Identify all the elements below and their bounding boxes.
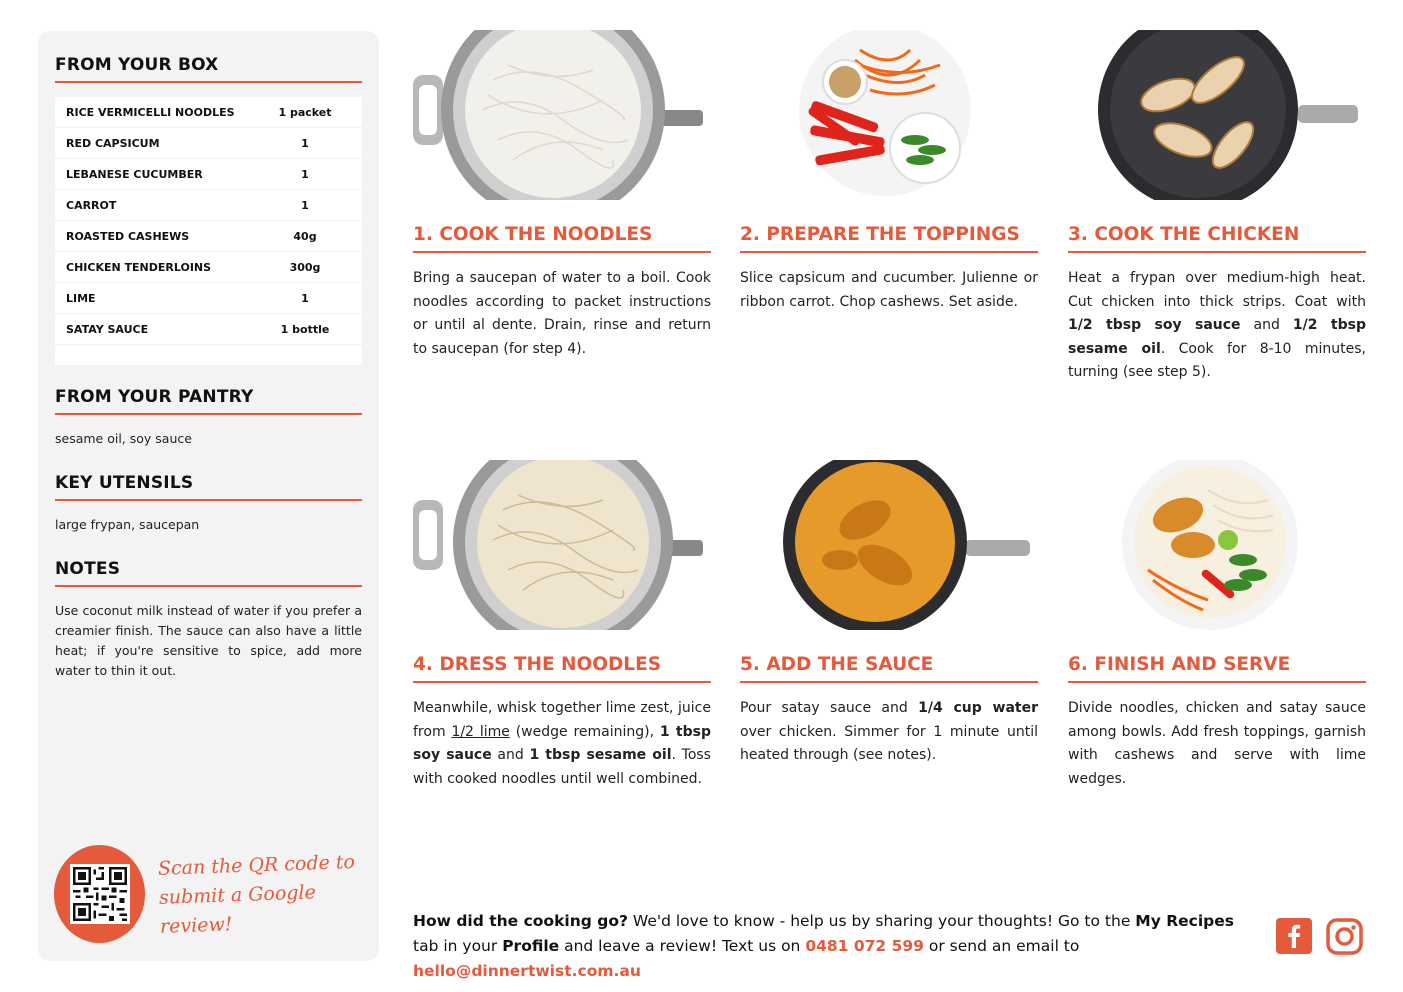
ingredient-qty: 1 <box>301 136 309 150</box>
ingredient-row <box>55 314 362 345</box>
ingredients-sidebar <box>38 31 379 961</box>
ingredient-qty: 300g <box>289 260 321 274</box>
step-1-photo <box>413 30 711 200</box>
step-2-title: 2. PREPARE THE TOPPINGS <box>740 224 1038 253</box>
qr-review-block <box>54 845 379 943</box>
feedback-footer <box>413 909 1263 984</box>
ingredient-qty: 1 packet <box>278 105 332 119</box>
pantry-heading: FROM YOUR PANTRY <box>55 387 362 415</box>
step-1 <box>413 30 711 361</box>
ingredient-row <box>55 97 362 128</box>
ingredient-row <box>55 221 362 252</box>
ingredient-qty: 1 <box>301 198 309 212</box>
step-3 <box>1068 30 1366 385</box>
footer-text: and leave a review! Text us on <box>559 937 806 955</box>
step-6 <box>1068 460 1366 791</box>
qr-caption-line2: submit a Google review! <box>159 880 317 938</box>
step-3-text <box>1068 267 1366 385</box>
step-5-title: 5. ADD THE SAUCE <box>740 654 1038 683</box>
ingredient-qty: 1 bottle <box>280 322 330 336</box>
ingredient-qty: 1 <box>301 167 309 181</box>
notes-text: Use coconut milk instead of water if you prefer a creamier finish. The sauce can also have a little heat; if you're sensitive to spice, add more water to thin it out. <box>55 603 362 678</box>
ingredient-row <box>55 252 362 283</box>
ingredient-name: LEBANESE CUCUMBER <box>66 167 203 181</box>
step-2 <box>740 30 1038 314</box>
ingredient-row <box>55 190 362 221</box>
step-2-photo <box>740 30 1038 200</box>
step-4-text-part: (wedge remaining), <box>509 723 660 740</box>
step-5-text-part: over chicken. Simmer for 1 minute until heated through (see notes). <box>740 723 1038 763</box>
qr-caption-line1: Scan the QR code to <box>158 850 356 880</box>
ingredient-qty: 40g <box>293 229 317 243</box>
step-4-text-part: . Toss with cooked noodles until well combined. <box>413 747 711 787</box>
profile-label: Profile <box>502 937 560 955</box>
step-2-text: Slice capsicum and cucumber. Julienne or ribbon carrot. Chop cashews. Set aside. <box>740 270 1038 310</box>
qr-badge <box>54 845 145 943</box>
ingredients-table <box>55 97 362 365</box>
email-link[interactable]: hello@dinnertwist.com.au <box>413 962 641 980</box>
ingredient-name: LIME <box>66 291 96 305</box>
step-1-text: Bring a saucepan of water to a boil. Cook noodles according to packet instructions or until al dente. Drain, rinse and return to saucepan (for step 4). <box>413 270 711 357</box>
phone-link[interactable]: 0481 072 599 <box>805 937 924 955</box>
qr-caption <box>158 847 380 942</box>
step-4 <box>413 460 711 791</box>
step-6-text: Divide noodles, chicken and satay sauce among bowls. Add fresh toppings, garnish with cashews and serve with lime wedges. <box>1068 700 1366 787</box>
ingredient-qty: 1 <box>301 291 309 305</box>
step-4-soy: 1 tbsp soy sauce <box>413 723 712 763</box>
step-4-lime: 1/2 lime <box>451 723 510 740</box>
ingredient-name: SATAY SAUCE <box>66 322 149 336</box>
ingredient-name: ROASTED CASHEWS <box>66 229 190 243</box>
my-recipes-label: My Recipes <box>1135 912 1234 930</box>
footer-text: tab in your <box>413 937 503 955</box>
step-4-sesame: 1 tbsp sesame oil <box>529 747 672 763</box>
ingredient-name: CARROT <box>66 198 117 212</box>
step-4-photo <box>413 460 711 630</box>
step-3-soy: 1/2 tbsp soy sauce <box>1068 317 1241 333</box>
ingredient-name: RED CAPSICUM <box>66 136 160 150</box>
footer-question: How did the cooking go? <box>413 912 628 930</box>
notes-heading: NOTES <box>55 559 362 587</box>
step-4-title: 4. DRESS THE NOODLES <box>413 654 711 683</box>
step-3-text-part: . Cook for 8-10 minutes, turning (see step 5). <box>1068 340 1366 380</box>
from-your-box-heading: FROM YOUR BOX <box>55 55 362 83</box>
pantry-text: sesame oil, soy sauce <box>55 431 192 446</box>
utensils-text: large frypan, saucepan <box>55 517 200 532</box>
step-3-text-part: Heat a frypan over medium-high heat. Cut chicken into thick strips. Coat with <box>1068 270 1366 310</box>
step-6-title: 6. FINISH AND SERVE <box>1068 654 1366 683</box>
step-4-text-part: Meanwhile, whisk together lime zest, juice from <box>413 700 711 740</box>
step-3-photo <box>1068 30 1366 200</box>
ingredient-name: CHICKEN TENDERLOINS <box>66 260 212 274</box>
step-1-title: 1. COOK THE NOODLES <box>413 224 711 253</box>
facebook-icon[interactable] <box>1276 918 1312 954</box>
step-3-text-part: and <box>1240 317 1293 333</box>
step-5-photo <box>740 460 1038 630</box>
step-3-title: 3. COOK THE CHICKEN <box>1068 224 1366 253</box>
step-4-text <box>413 697 711 791</box>
ingredient-row <box>55 283 362 314</box>
ingredient-row <box>55 128 362 159</box>
qr-code-icon[interactable] <box>70 864 130 924</box>
utensils-heading: KEY UTENSILS <box>55 473 362 501</box>
footer-text: We'd love to know - help us by sharing your thoughts! Go to the <box>627 912 1136 930</box>
step-4-text-part: and <box>491 747 530 763</box>
step-5-text <box>740 697 1038 768</box>
step-3-sesame: 1/2 tbsp sesame oil <box>1068 317 1366 357</box>
step-6-photo <box>1068 460 1366 630</box>
ingredient-row <box>55 159 362 190</box>
instagram-icon[interactable] <box>1326 918 1363 955</box>
step-5-water: 1/4 cup water <box>918 700 1039 716</box>
step-5-text-part: Pour satay sauce and <box>740 700 919 716</box>
footer-text: or send an email to <box>923 937 1080 955</box>
ingredient-name: RICE VERMICELLI NOODLES <box>66 105 235 119</box>
step-5 <box>740 460 1038 768</box>
